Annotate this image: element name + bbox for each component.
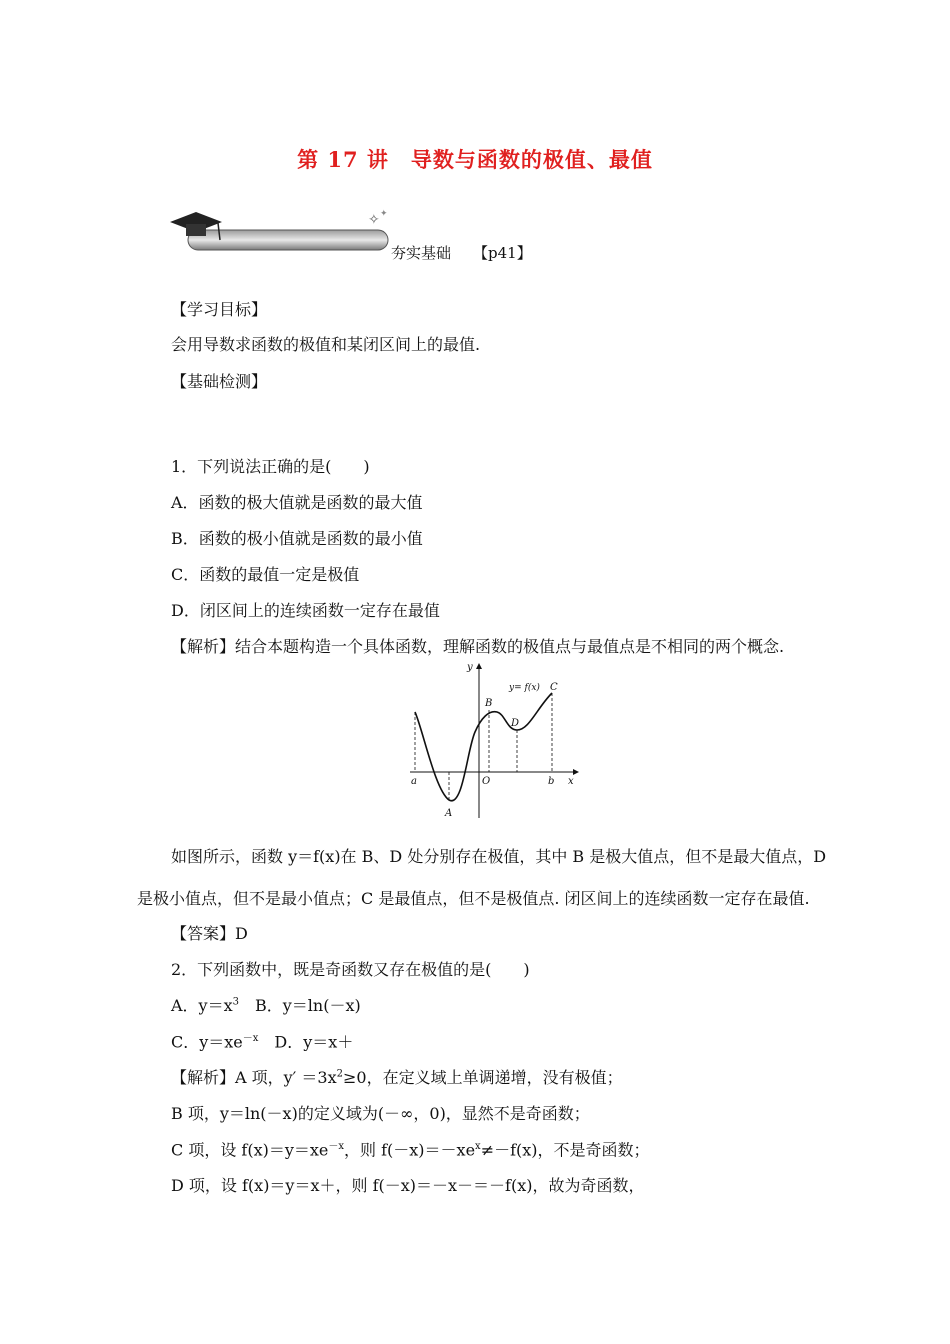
q2-analysis-d: D 项，设 f(x)＝y＝x＋，则 f(－x)＝－x－＝－f(x)，故为奇函数， xyxy=(171,1176,645,1195)
banner-graphic xyxy=(168,206,408,266)
q1-explain-1: 如图所示，函数 y＝f(x)在 B、D 处分别存在极值，其中 B 是极大值点，但不是最大值点，D xyxy=(171,847,827,866)
y-axis-label: y xyxy=(467,662,473,673)
q2-options-ab: A．$y=x^3$ B．y＝ln(－x) xyxy=(171,996,361,1015)
x-axis-label: x xyxy=(568,776,574,787)
banner-label: 夯实基础 【p41】 xyxy=(391,244,532,262)
function-label: y= f(x) xyxy=(509,683,540,693)
q1-option-a: A．函数的极大值就是函数的最大值 xyxy=(171,493,423,512)
q2-analysis-b: B 项，y＝ln(－x)的定义域为(－∞，0)，显然不是奇函数； xyxy=(171,1104,590,1123)
q1-stem: 1．下列说法正确的是( ) xyxy=(171,457,370,476)
q1-option-b: B．函数的极小值就是函数的最小值 xyxy=(171,529,423,548)
q1-explain-2: 是极小值点，但不是最小值点；C 是最值点，但不是极值点. 闭区间上的连续函数一定存在最值. xyxy=(137,889,810,908)
point-c-label: C xyxy=(550,682,558,693)
point-b-label: B xyxy=(485,698,493,709)
q1-option-c: C．函数的最值一定是极值 xyxy=(171,565,360,584)
b-label: b xyxy=(548,776,555,787)
goal-text: 会用导数求函数的极值和某闭区间上的最值. xyxy=(171,335,481,354)
goal-heading: 【学习目标】 xyxy=(171,300,268,319)
q2-analysis-c: C 项，设 $f(x)=y=xe^{-x}$，则 $f(-x)=-xe^x\ne-f(x)$，不是奇函数； xyxy=(171,1140,650,1160)
point-d-label: D xyxy=(511,718,520,729)
origin-label: O xyxy=(482,776,491,787)
q2-stem: 2．下列函数中，既是奇函数又存在极值的是( ) xyxy=(171,960,530,979)
q1-analysis: 【解析】结合本题构造一个具体函数，理解函数的极值点与最值点是不相同的两个概念. xyxy=(171,637,785,656)
q1-answer: 【答案】D xyxy=(171,924,248,943)
function-graph xyxy=(405,660,580,820)
page-title: 第 17 讲 导数与函数的极值、最值 xyxy=(297,147,653,172)
svg-text:✧: ✧ xyxy=(368,212,380,228)
q2-options-cd: C．$y=xe^{-x}$ D．y＝x＋ xyxy=(171,1032,354,1052)
point-a-label: A xyxy=(445,808,453,819)
q1-option-d: D．闭区间上的连续函数一定存在最值 xyxy=(171,601,440,620)
q2-analysis-a: 【解析】A 项，$y' =3x^2\ge 0$，在定义域上单调递增，没有极值； xyxy=(171,1068,623,1087)
a-label: a xyxy=(411,776,417,787)
svg-text:✦: ✦ xyxy=(380,209,388,219)
check-heading: 【基础检测】 xyxy=(171,372,268,391)
